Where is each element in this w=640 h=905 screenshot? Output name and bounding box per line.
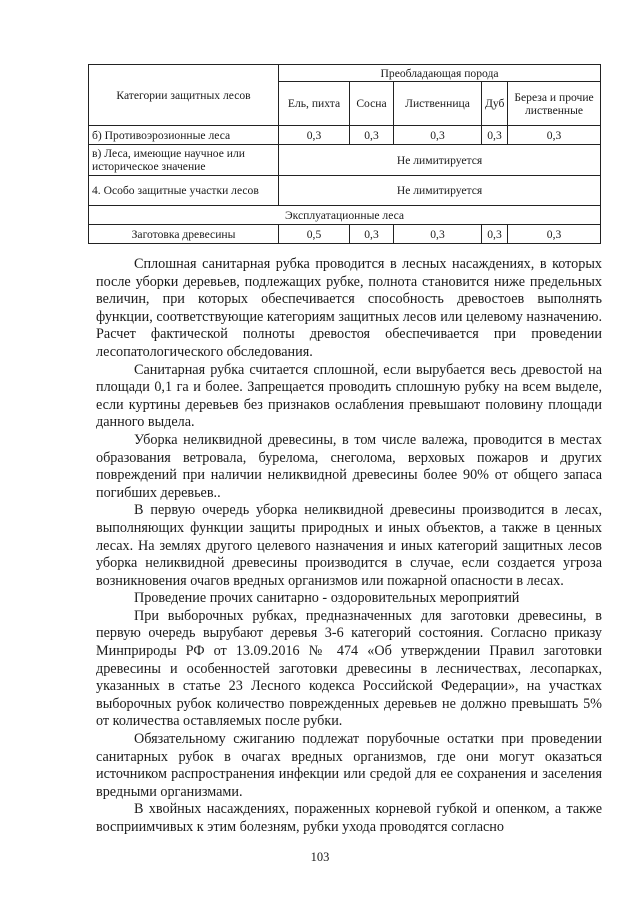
section-heading: Проведение прочих санитарно - оздоровительных мероприятий [134, 590, 520, 607]
page-number: 103 [310, 850, 330, 864]
row-label: в) Леса, имеющие научное или историческое значение [89, 145, 279, 176]
table-cell: 0,3 [482, 126, 508, 145]
paragraph: Сплошная санитарная рубка проводится в лесных насаждениях, в которых после уборки деревьев, подлежащих рубке, полнота становится ниже предельных величин, при которых обеспечивается способность древостоев выполнять функции, соответствующие категориям защитных лесов или целевому назначению. Расчет фактической полноты древостоя обеспечивается при проведении лесопатологического обследования. [96, 256, 602, 360]
row-label: б) Противоэрозионные леса [89, 126, 279, 145]
table-cell: 0,5 [279, 225, 350, 244]
header-species: Дуб [482, 82, 508, 126]
header-species: Ель, пихта [279, 82, 350, 126]
section-header-row: Эксплуатационные леса [89, 206, 601, 225]
table-cell: 0,3 [279, 126, 350, 145]
table-cell: 0,3 [350, 126, 394, 145]
header-species: Лиственница [394, 82, 482, 126]
paragraph: Обязательному сжиганию подлежат порубочные остатки при проведении санитарных рубок в очагах вредных организмов, где они могут оказаться источником распространения инфекции или средой для ее сохранения и заселения вредными организмами. [96, 731, 602, 800]
table-row [89, 225, 601, 244]
table-cell: 0,3 [394, 126, 482, 145]
table-row [89, 176, 601, 206]
header-species: Береза и прочие лиственные [508, 82, 601, 126]
header-category: Категории защитных лесов [89, 65, 279, 126]
row-label: 4. Особо защитные участки лесов [89, 176, 279, 206]
row-label: Заготовка древесины [89, 225, 279, 244]
body-text [96, 256, 602, 837]
table-row [89, 126, 601, 145]
table-cell-merged: Не лимитируется [279, 176, 601, 206]
table-cell: 0,3 [508, 225, 601, 244]
paragraph: В хвойных насаждениях, пораженных корневой губкой и опенком, а также восприимчивых к этим болезням, рубки ухода проводятся согласно [96, 801, 602, 835]
cutting-limits-table [88, 64, 601, 244]
header-species-group: Преобладающая порода [279, 65, 601, 82]
paragraph: Санитарная рубка считается сплошной, если вырубается весь древостой на площади 0,1 га и более. Запрещается проводить сплошную рубку на всем выделе, если куртины деревьев без признаков ослабления превышают половину площади данного выдела. [96, 361, 602, 431]
table-cell: 0,3 [508, 126, 601, 145]
paragraph: В первую очередь уборка неликвидной древесины производится в лесах, выполняющих функции защиты природных и иных объектов, а также в ценных лесах. На землях другого целевого назначения и иных категорий защитных лесов уборка неликвидной древесины производится в случае, если создается угроза возникновения очагов вредных организмов или пожарной опасности в лесах. [96, 502, 602, 589]
table-cell: 0,3 [394, 225, 482, 244]
paragraph: При выборочных рубках, предназначенных для заготовки древесины, в первую очередь вырубают деревья 3-6 категорий состояния. Согласно приказу Минприроды РФ от 13.09.2016 № 474 «Об утверждении Правил заготовки древесины и особенностей заготовки древесины в лесничествах, лесопарках, указанных в статье 23 Лесного кодекса Российской Федерации», на участках выборочных рубок количество поврежденных деревьев не должно превышать 5% от количества оставляемых после рубки. [96, 607, 602, 730]
table-cell-merged: Не лимитируется [279, 145, 601, 176]
header-species: Сосна [350, 82, 394, 126]
paragraph: Уборка неликвидной древесины, в том числе валежа, проводится в местах образования ветровала, бурелома, снеголома, верховых пожаров и других повреждений при наличии неликвидной древесины более 90% от общего запаса погибших деревьев.. [96, 431, 602, 501]
table-cell: 0,3 [482, 225, 508, 244]
table-cell: 0,3 [350, 225, 394, 244]
table-row [89, 145, 601, 176]
